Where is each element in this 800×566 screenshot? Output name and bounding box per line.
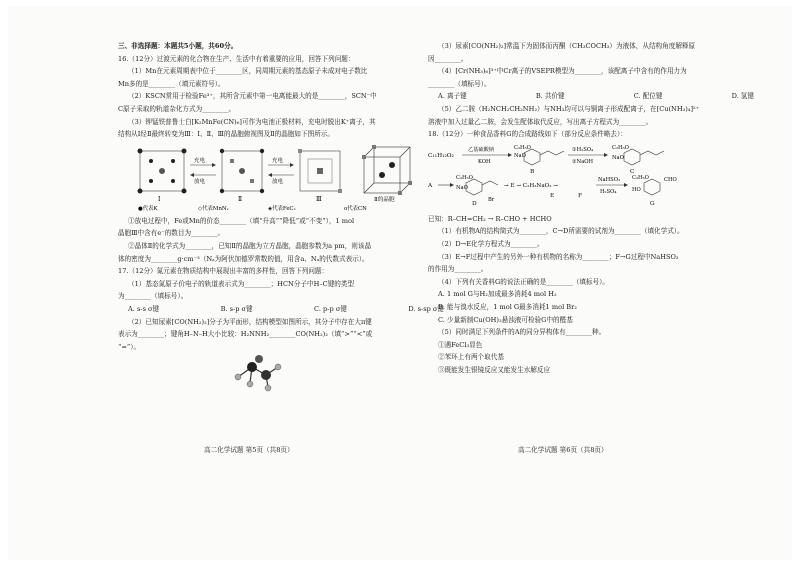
q16-part2-line1: （2）KSCN常用于检验Fe³⁺，其所含元素中第一电离能最大的是________，SCN⁻中 — [128, 92, 377, 101]
q16-part1-line1: （1）Mn在元素周期表中位于________区，同周期元素的基态原子未成对电子数比 — [128, 67, 368, 76]
page-6-footer: 高二化学试题 第6页（共8页） — [518, 446, 608, 454]
crystal-figure-drawing — [118, 143, 448, 213]
charge-label-1: 充电 — [194, 157, 206, 164]
q16-part2-line2: C原子采取的轨道杂化方式为________。 — [118, 104, 236, 113]
q17-part2-line1: （2）已知尿素[CO(NH₂)₂]分子为平面形，结构模型如图所示，其分子中存在大π键 — [128, 317, 372, 326]
structure-ii-topview — [220, 149, 264, 193]
page-5-column — [118, 40, 448, 402]
urea-model-figure — [118, 353, 448, 397]
legend-k: ●代表K — [138, 205, 158, 212]
q17-part2-line3: “=”）。 — [118, 342, 141, 351]
q17-4-option-c: C. 配位键 — [633, 92, 663, 101]
reagent-3-bottom: H₂SO₄ — [600, 188, 617, 195]
q17-stem: 17.（12分）氮元素在物质结构中展现出丰富的多样性，回答下列问题： — [118, 267, 329, 276]
d-substituent: C₂H₅O — [456, 174, 473, 181]
q18-part3-line2: 的作用为________。 — [428, 265, 488, 274]
reagent-2-bottom: ②NaOH — [572, 158, 594, 165]
d-br: Br — [488, 196, 495, 203]
g-substituent: C₂H₅O — [632, 174, 649, 181]
q18-known-reaction: 已知：R–CH=CH₂ → R–CHO + HCHO — [428, 214, 552, 223]
label-g: G — [650, 200, 655, 207]
scheme-e-f-segment: → E → C₂H₃NaO₃ → — [504, 182, 558, 189]
q17-part5-line1: （5）乙二胺（H₂NCH₂CH₂NH₂）与NH₃均可以与铜离子形成配离子，在[Cu(NH₃)₄]²⁺ — [438, 104, 700, 113]
q16-part3-sub2-line1: ②晶体Ⅱ的化学式为________，已知Ⅱ的晶胞为立方晶胞，晶胞参数为a pm，则该晶 — [128, 241, 372, 250]
legend-cn: o代表CN — [344, 205, 367, 212]
reagent-1-top: 乙基硫酸钠 — [468, 146, 494, 153]
q18-stem: 18.（12分）一种食品香料G的合成路线如下（部分反应条件略去）： — [428, 130, 627, 139]
q18-option-c: C. 少量新制Cu(OH)₂悬浊液可检验G中的醛基 — [438, 315, 573, 324]
q16-part1-line2: Mn多的是________（填元素符号）。 — [118, 79, 225, 88]
q16-part3-sub2-line2: 体的密度为________g·cm⁻³（Nₐ为阿伏加德罗常数的值，用含a、Nₐ的代数式表示）。 — [118, 254, 369, 263]
q17-option-d: D. s-sp σ键 — [408, 304, 444, 313]
label-cell-ii: Ⅱ的晶胞 — [374, 196, 395, 203]
label-iii: Ⅲ — [316, 195, 322, 203]
label-f: F — [578, 192, 583, 199]
synthesis-scheme-drawing — [428, 143, 758, 209]
structure-iii-topview — [298, 149, 342, 193]
q16-part3-line2: 结构从Ⅰ经Ⅱ最终转变为Ⅲ：Ⅰ、Ⅱ、Ⅲ的晶胞俯视图及Ⅱ的晶胞如下图所示。 — [118, 130, 334, 139]
q18-option-b: B. 能与溴水反应，1 mol G最多消耗1 mol Br₂ — [438, 302, 577, 311]
q17-part3-line2: 因________。 — [428, 54, 468, 63]
q17-part3-line1: （3）尿素[CO(NH₂)₂]常温下为固体而丙酮（CH₃COCH₃）为液体，从结构角度解释原 — [438, 42, 696, 50]
q16-part3-sub1-line1: ①放电过程中，Fe或Mn的价态________（填“升高”“降低”或“不变”），1 mol — [128, 216, 355, 225]
c-substituent: C₂H₅O — [612, 144, 629, 151]
q18-option-a: A. 1 mol G与H₂加成最多消耗4 mol H₂ — [438, 290, 557, 299]
q16-part3-line1: （3）钾锰铁普鲁士白[K₂MnFe(CN)₆]可作为电池正极材料，充电时脱出K⁺离子，其 — [128, 117, 376, 126]
g-ho: HO — [632, 186, 641, 193]
g-cho: CHO — [664, 176, 677, 183]
q18-part5: （5）同时满足下列条件的A的同分异构体有________种。 — [438, 328, 606, 337]
q18-part2: （2）D→E化学方程式为________。 — [438, 239, 544, 248]
label-ii: Ⅱ — [238, 195, 243, 203]
c-nao: NaO — [612, 154, 624, 161]
legend-fe: ◈代表FeCₓ — [268, 205, 296, 212]
label-b: B — [530, 168, 535, 175]
exam-sheet — [8, 6, 792, 560]
crystal-structure-figure — [118, 143, 448, 213]
label-i: Ⅰ — [158, 195, 161, 203]
label-d: D — [472, 200, 477, 207]
q17-part1-line1: （1）基态氮原子价电子的轨道表示式为________；HCN分子中H–C键的类型 — [128, 279, 355, 288]
q17-part1-line2: 为________（填标号）。 — [118, 292, 188, 301]
q17-option-b: B. s-p σ键 — [220, 304, 253, 313]
scheme-start-formula: C₁₁H₁₂O₂ — [428, 152, 454, 159]
page-6-column — [428, 40, 758, 376]
q17-part5-line2: 溶液中加入过量乙二胺，会发生配体取代反应，写出离子方程式为________。 — [428, 117, 653, 126]
synthesis-scheme — [428, 143, 758, 209]
q17-part4-line2: ________（填标号）。 — [428, 79, 491, 88]
b-nao: NaO — [514, 152, 526, 159]
reagent-1-bottom: KOH — [478, 158, 491, 165]
q18-condition-3: ③既能发生银镜反应又能发生水解反应 — [438, 365, 551, 374]
q16-part3-sub1-line2: 晶胞Ⅲ中含有e⁻的数目为________。 — [118, 229, 225, 238]
discharge-label-1: 放电 — [194, 178, 206, 185]
q17-4-option-a: A. 离子键 — [438, 92, 467, 101]
page-5-footer: 高二化学试题 第5页（共8页） — [204, 446, 294, 454]
label-e: E — [550, 192, 555, 199]
q17-part1-options — [118, 303, 448, 316]
q16-stem: 16.（12分）过渡元素的化合物在生产、生活中有着重要的应用，回答下列问题： — [118, 54, 355, 63]
section-heading: 三、非选择题：本题共5小题，共60分。 — [118, 42, 238, 50]
q17-part2-line2: 表示为________；键角H–N–H大小比较：H₂NNH₂________CO(NH₂)₂（填“>”“<”或 — [118, 330, 373, 339]
label-a: A — [428, 182, 433, 189]
structure-ii-unit-cell — [362, 145, 412, 195]
q17-option-a: A. s-s σ键 — [128, 304, 160, 313]
q17-4-option-d: D. 氢键 — [731, 92, 754, 101]
q18-part1: （1）有机物A的结构简式为________，C→D所需要的试剂为________（填化学式）。 — [438, 227, 684, 236]
reagent-2-top: ①H₂SO₄ — [572, 146, 594, 153]
reagent-3-top: NaHSO₃ — [598, 176, 621, 183]
q18-part3-line1: （3）E→F过程中产生的另外一种有机物的名称为________；F→G过程中NaHSO₃ — [438, 252, 679, 261]
d-nao: NaO — [456, 184, 468, 191]
discharge-label-2: 放电 — [272, 178, 284, 185]
q17-option-c: C. p-p σ键 — [314, 304, 347, 313]
q17-part4-line1: （4）[Cr(NH₃)₆]³⁺中Cr离子的VSEPR模型为________，该配离子中含有的作用力为 — [438, 67, 687, 76]
q17-4-option-b: B. 共价键 — [535, 92, 565, 101]
label-c: C — [630, 168, 635, 175]
legend-mn: ◇代表MnNₓ — [198, 205, 229, 212]
structure-i-topview — [138, 148, 187, 193]
q18-condition-2: ②苯环上有两个取代基 — [438, 353, 504, 362]
b-substituent: C₂H₅O — [514, 144, 531, 151]
charge-label-2: 充电 — [272, 157, 284, 164]
q17-part4-options — [428, 90, 758, 103]
q18-part4: （4）下列有关香料G的说法正确的是________（填标号）。 — [438, 277, 610, 286]
q18-condition-1: ①遇FeCl₃显色 — [438, 340, 483, 349]
